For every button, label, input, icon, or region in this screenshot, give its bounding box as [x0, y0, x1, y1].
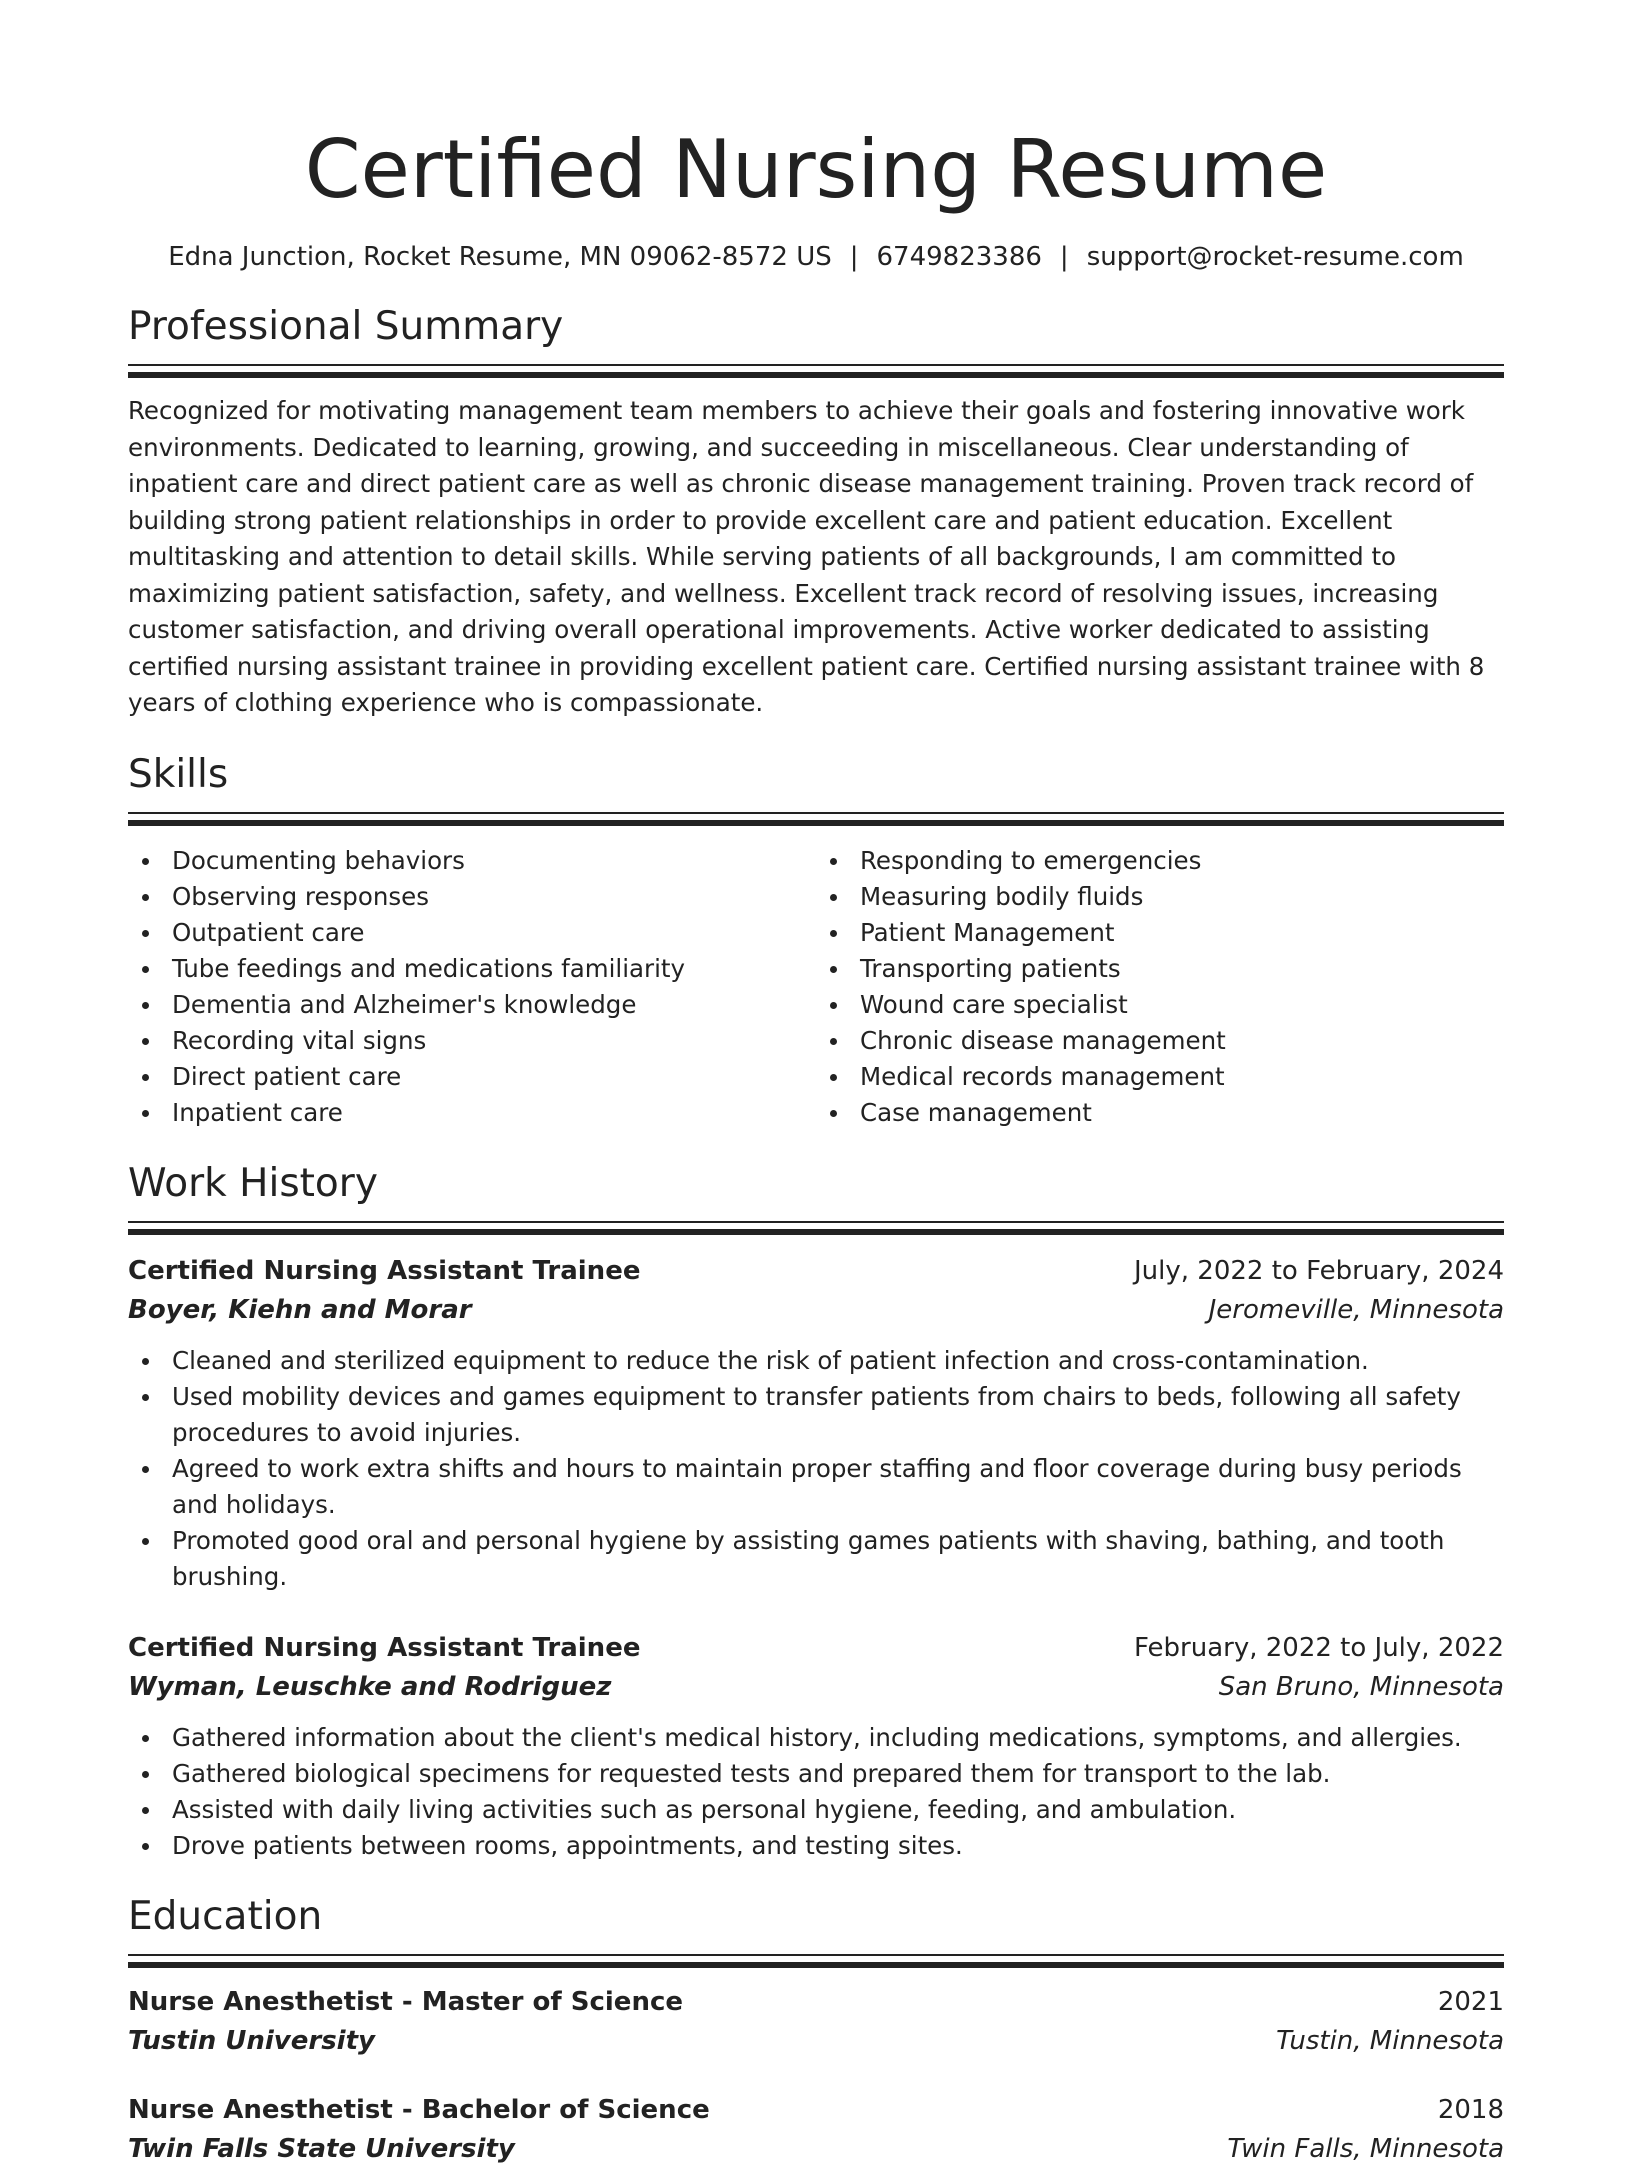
skill-item: Tube feedings and medications familiarity	[128, 951, 816, 987]
education-entry	[128, 2091, 1504, 2169]
skill-item: Inpatient care	[128, 1095, 816, 1131]
job-header-row	[128, 1252, 1504, 1291]
skills-heading: Skills	[128, 751, 229, 797]
job-dates: July, 2022 to February, 2024	[1134, 1255, 1504, 1286]
contact-separator: |	[1059, 242, 1069, 272]
job-title: Certified Nursing Assistant Trainee	[128, 1255, 641, 1286]
skill-item: Wound care specialist	[816, 987, 1504, 1023]
work-history-section	[128, 1159, 1504, 1864]
skill-item: Outpatient care	[128, 915, 816, 951]
skill-item: Responding to emergencies	[816, 843, 1504, 879]
education-degree: Nurse Anesthetist - Master of Science	[128, 1986, 684, 2017]
skill-item: Dementia and Alzheimer's knowledge	[128, 987, 816, 1023]
education-school-row	[128, 2130, 1504, 2169]
job-company-row	[128, 1668, 1504, 1707]
job-company-row	[128, 1291, 1504, 1330]
education-year: 2021	[1437, 1986, 1504, 2017]
job-location: San Bruno, Minnesota	[1218, 1671, 1504, 1702]
skill-item: Medical records management	[816, 1059, 1504, 1095]
job-company: Boyer, Kiehn and Morar	[128, 1294, 472, 1325]
skill-item: Chronic disease management	[816, 1023, 1504, 1059]
job-location: Jeromeville, Minnesota	[1208, 1294, 1504, 1325]
section-divider	[128, 364, 1504, 379]
job-duty: Gathered biological specimens for requested tests and prepared them for transport to the lab.	[128, 1756, 1504, 1792]
skill-item: Recording vital signs	[128, 1023, 816, 1059]
skill-item: Measuring bodily fluids	[816, 879, 1504, 915]
job-duty: Cleaned and sterilized equipment to reduce the risk of patient infection and cross-contamination.	[128, 1343, 1504, 1379]
education-degree: Nurse Anesthetist - Bachelor of Science	[128, 2094, 710, 2125]
job-duties	[128, 1720, 1504, 1864]
contact-email: support@rocket-resume.com	[1086, 242, 1464, 272]
summary-heading: Professional Summary	[128, 304, 564, 349]
summary-section	[128, 302, 1504, 722]
education-school: Twin Falls State University	[128, 2133, 515, 2164]
skills-section	[128, 750, 1504, 1131]
job-duty: Agreed to work extra shifts and hours to maintain proper staffing and floor coverage during busy periods and holidays.	[128, 1451, 1504, 1523]
section-divider	[128, 1954, 1504, 1969]
education-school: Tustin University	[128, 2025, 375, 2056]
contact-phone: 6749823386	[876, 242, 1042, 272]
education-section	[128, 1892, 1504, 2169]
skills-column-right	[816, 843, 1504, 1131]
job-entry	[128, 1252, 1504, 1595]
education-header-row	[128, 1983, 1504, 2022]
skill-item: Transporting patients	[816, 951, 1504, 987]
job-duty: Gathered information about the client's medical history, including medications, symptoms, and allergies.	[128, 1720, 1504, 1756]
job-duty: Used mobility devices and games equipment to transfer patients from chairs to beds, following all safety procedures to avoid injuries.	[128, 1379, 1504, 1451]
job-entry	[128, 1629, 1504, 1864]
education-heading: Education	[128, 1893, 323, 1939]
education-location: Twin Falls, Minnesota	[1227, 2133, 1504, 2164]
resume-title: Certified Nursing Resume	[304, 123, 1328, 216]
education-entry	[128, 1983, 1504, 2061]
job-header-row	[128, 1629, 1504, 1668]
job-duty: Drove patients between rooms, appointments, and testing sites.	[128, 1828, 1504, 1864]
education-school-row	[128, 2022, 1504, 2061]
skill-item: Case management	[816, 1095, 1504, 1131]
skill-item: Direct patient care	[128, 1059, 816, 1095]
skills-column-left	[128, 843, 816, 1131]
section-divider	[128, 812, 1504, 827]
section-divider	[128, 1221, 1504, 1236]
job-duties	[128, 1343, 1504, 1595]
work-history-heading: Work History	[128, 1160, 378, 1206]
job-duty: Promoted good oral and personal hygiene by assisting games patients with shaving, bathing, and tooth brushing.	[128, 1523, 1504, 1595]
job-dates: February, 2022 to July, 2022	[1134, 1632, 1504, 1663]
education-year: 2018	[1437, 2094, 1504, 2125]
education-header-row	[128, 2091, 1504, 2130]
job-duty: Assisted with daily living activities such as personal hygiene, feeding, and ambulation.	[128, 1792, 1504, 1828]
contact-line	[128, 240, 1504, 274]
skills-list	[128, 843, 1504, 1131]
skill-item: Patient Management	[816, 915, 1504, 951]
skill-item: Observing responses	[128, 879, 816, 915]
contact-address: Edna Junction, Rocket Resume, MN 09062-8572 US	[168, 242, 832, 272]
job-title: Certified Nursing Assistant Trainee	[128, 1632, 641, 1663]
summary-text: Recognized for motivating management team members to achieve their goals and fostering innovative work environments. Dedicated to learning, growing, and succeeding in miscellaneous. Clear understanding of inpatient care and direct patient care as well as chronic disease management training. Proven track record of building strong patient relationships in order to provide excellent care and patient education. Excellent multitasking and attention to detail skills. While serving patients of all backgrounds, I am committed to maximizing patient satisfaction, safety, and wellness. Excellent track record of resolving issues, increasing customer satisfaction, and driving overall operational improvements. Active worker dedicated to assisting certified nursing assistant trainee in providing excellent patient care. Certified nursing assistant trainee with 8 years of clothing experience who is compassionate.	[128, 396, 1485, 717]
skill-item: Documenting behaviors	[128, 843, 816, 879]
contact-separator: |	[849, 242, 859, 272]
education-location: Tustin, Minnesota	[1276, 2025, 1504, 2056]
job-company: Wyman, Leuschke and Rodriguez	[128, 1671, 612, 1702]
